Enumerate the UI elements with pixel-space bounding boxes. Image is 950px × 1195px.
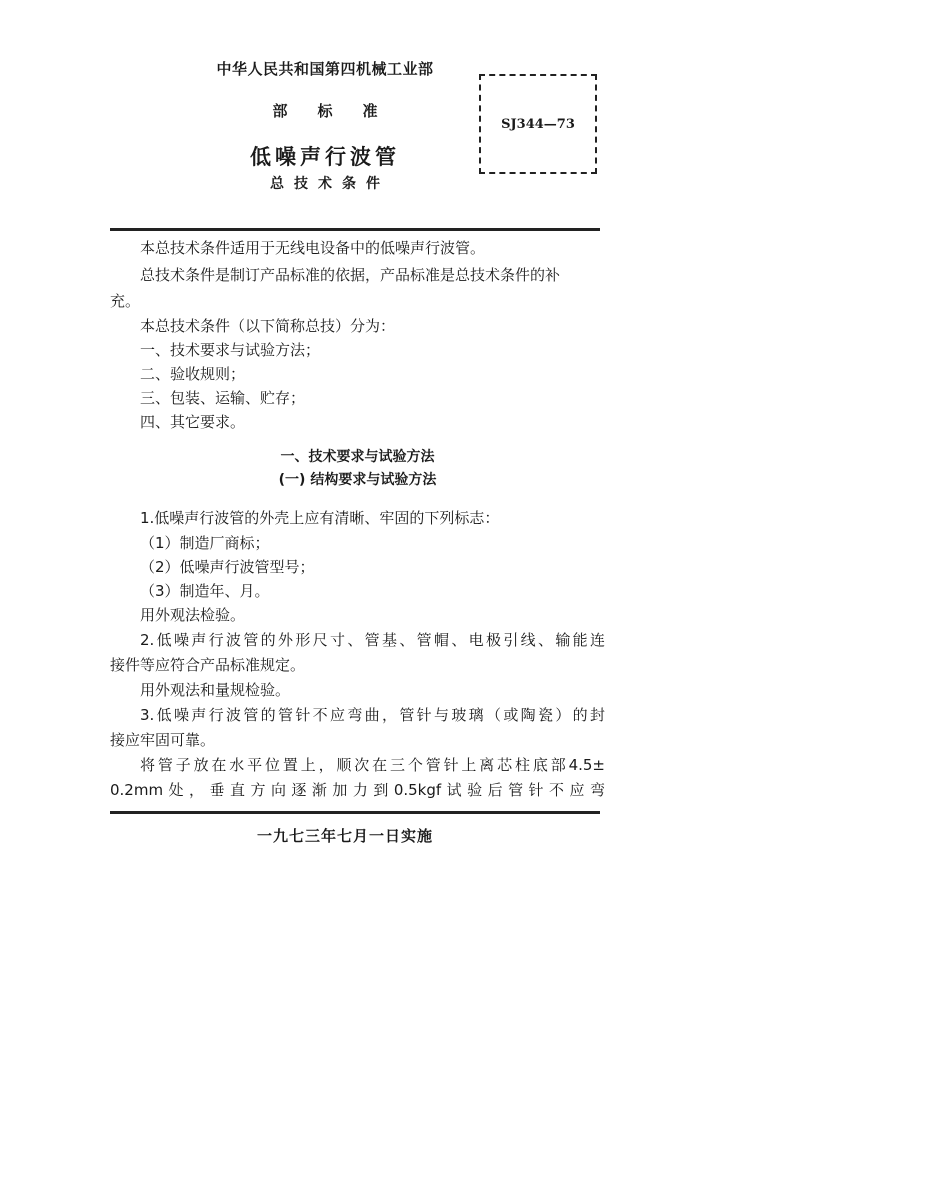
outline-item: 二、验收规则； <box>140 365 246 383</box>
clause-1-method: 用外观法检验。 <box>140 606 246 624</box>
scope-paragraph: 本总技术条件适用于无线电设备中的低噪声行波管。 <box>140 239 486 257</box>
basis-paragraph-line-2: 充。 <box>110 292 141 310</box>
clause-1: 1.低噪声行波管的外壳上应有清晰、牢固的下列标志： <box>140 509 500 527</box>
standard-number: SJ344—73 <box>501 116 575 132</box>
subsection-heading: (一) 结构要求与试验方法 <box>278 472 437 488</box>
ministry-name: 中华人民共和国第四机械工业部 <box>216 60 434 78</box>
basis-paragraph-line-1: 总技术条件是制订产品标准的依据，产品标准是总技术条件的补 <box>140 266 561 284</box>
effective-date: 一九七三年七月一日实施 <box>256 827 433 845</box>
standard-category: 部标准 <box>272 102 408 120</box>
clause-2-line-2: 接件等应符合产品标准规定。 <box>110 656 306 674</box>
standard-number-box <box>479 74 597 174</box>
outline-item: 一、技术要求与试验方法； <box>140 341 321 359</box>
clause-2-method: 用外观法和量规检验。 <box>140 681 291 699</box>
division-intro: 本总技术条件（以下简称总技）分为： <box>140 317 396 335</box>
outline-item: 四、其它要求。 <box>140 413 246 431</box>
clause-3-test-line-2: 0.2mm处，垂直方向逐渐加力到0.5kgf试验后管针不应弯 <box>110 781 605 799</box>
marking-item: （1）制造厂商标； <box>140 534 270 552</box>
clause-3-line-2: 接应牢固可靠。 <box>110 731 216 749</box>
document-subtitle: 总技术条件 <box>270 176 390 192</box>
bottom-divider <box>110 811 600 814</box>
marking-item: （2）低噪声行波管型号； <box>140 558 315 576</box>
document-title: 低噪声行波管 <box>250 145 400 169</box>
marking-item: （3）制造年、月。 <box>140 582 270 600</box>
clause-2-line-1: 2.低噪声行波管的外形尺寸、管基、管帽、电极引线、输能连 <box>140 631 605 649</box>
outline-item: 三、包装、运输、贮存； <box>140 389 306 407</box>
section-heading: 一、技术要求与试验方法 <box>280 449 435 465</box>
top-divider <box>110 228 600 231</box>
clause-3-line-1: 3.低噪声行波管的管针不应弯曲，管针与玻璃（或陶瓷）的封 <box>140 706 605 724</box>
clause-3-test-line-1: 将管子放在水平位置上，顺次在三个管针上离芯柱底部4.5± <box>140 756 605 774</box>
